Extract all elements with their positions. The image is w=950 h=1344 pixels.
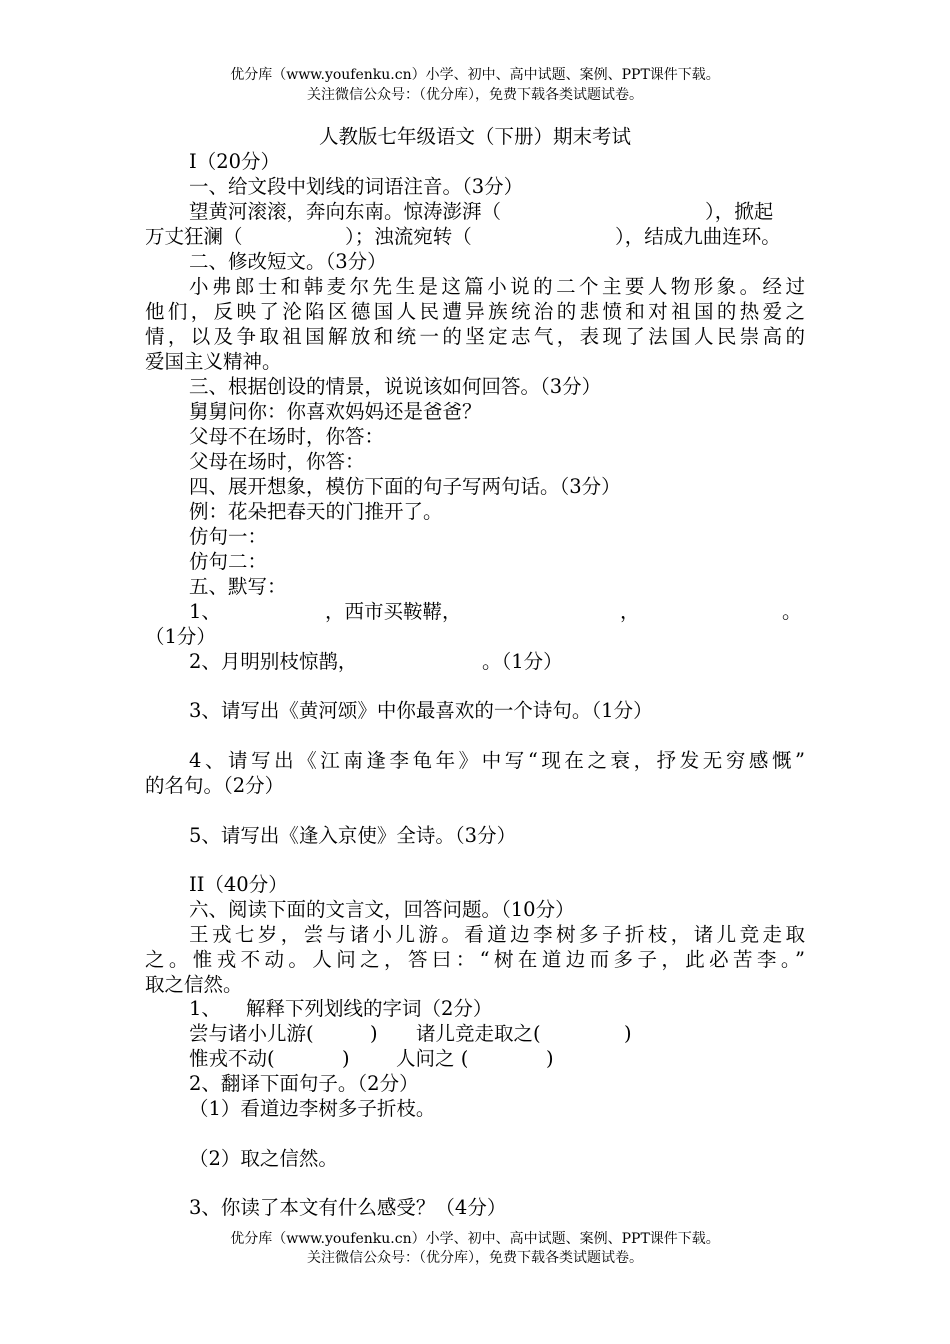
q4-imitation-2: 仿句二： bbox=[189, 550, 268, 573]
q5-heading: 五、默写： bbox=[189, 575, 287, 598]
q6-word-3: 惟戎不动( bbox=[189, 1047, 275, 1070]
q3-line-2: 父母不在场时，你答： bbox=[189, 425, 385, 448]
q5-item2-end: 。（1分） bbox=[482, 650, 563, 673]
footer-line-2: 关注微信公众号：（优分库），免费下载各类试题试卷。 bbox=[307, 1250, 643, 1266]
q2-para-line-4: 爱国主义精神。 bbox=[145, 350, 282, 373]
q6-sub2-item1: （1）看道边李树多子折枝。 bbox=[189, 1097, 436, 1120]
q5-item1-number: 1、 bbox=[189, 600, 221, 623]
q2-para-line-2: 他们，反映了沦陷区德国人民遭异族统治的悲愤和对祖国的热爱之 bbox=[145, 300, 805, 323]
q5-item2: 2、月明别枝惊鹊， bbox=[189, 650, 358, 673]
q6-word-2-close: ) bbox=[624, 1022, 632, 1045]
q5-item1-score: （1分） bbox=[145, 625, 216, 648]
q6-sub3-heading: 3、你读了本文有什么感受？（4分） bbox=[189, 1196, 507, 1219]
q2-para-line-3: 情，以及争取祖国解放和统一的坚定志气，表现了法国人民崇高的 bbox=[145, 325, 805, 348]
q6-word-4-close: ) bbox=[546, 1047, 554, 1070]
q4-example: 例：花朵把春天的门推开了。 bbox=[189, 500, 443, 523]
header-line-2: 关注微信公众号：（优分库），免费下载各类试题试卷。 bbox=[307, 87, 643, 103]
q3-line-3: 父母在场时，你答： bbox=[189, 450, 365, 473]
part1-heading: I（20分） bbox=[189, 150, 281, 173]
header-line-1: 优分库（www.youfenku.cn）小学、初中、高中试题、案例、PPT课件下载。 bbox=[230, 67, 720, 83]
q1-line2-a: 万丈狂澜（ bbox=[145, 225, 243, 248]
q6-word-1: 尝与诸小儿游( bbox=[189, 1022, 314, 1045]
q5-item4-line-1: 4、请写出《江南逢李龟年》中写“现在之衰，抒发无穷感慨” bbox=[189, 749, 805, 772]
part2-heading: II（40分） bbox=[189, 873, 288, 896]
q3-heading: 三、根据创设的情景，说说该如何回答。（3分） bbox=[189, 375, 602, 398]
q1-heading: 一、给文段中划线的词语注音。（3分） bbox=[189, 175, 524, 198]
q6-heading: 六、阅读下面的文言文，回答问题。（10分） bbox=[189, 898, 575, 921]
q5-item5: 5、请写出《逢入京使》全诗。（3分） bbox=[189, 824, 517, 847]
q5-item1-comma: ， bbox=[620, 600, 640, 623]
q1-line2-c: ），结成九曲连环。 bbox=[615, 225, 781, 248]
footer-line-1: 优分库（www.youfenku.cn）小学、初中、高中试题、案例、PPT课件下载。 bbox=[230, 1231, 720, 1247]
q5-item3: 3、请写出《黄河颂》中你最喜欢的一个诗句。（1分） bbox=[189, 699, 653, 722]
q4-imitation-1: 仿句一： bbox=[189, 525, 268, 548]
q4-heading: 四、展开想象，模仿下面的句子写两句话。（3分） bbox=[189, 475, 621, 498]
q1-line1-left: 望黄河滚滚，奔向东南。惊涛澎湃（ bbox=[189, 200, 502, 223]
q6-passage-line-2: 之。惟戎不动。人问之，答曰：“树在道边而多子，此必苦李。” bbox=[145, 948, 805, 971]
q6-sub1-text: 解释下列划线的字词（2分） bbox=[246, 997, 493, 1020]
q3-line-1: 舅舅问你：你喜欢妈妈还是爸爸？ bbox=[189, 400, 482, 423]
q6-word-1-close: ) bbox=[370, 1022, 378, 1045]
q6-word-2: 诸儿竞走取之( bbox=[416, 1022, 541, 1045]
q5-item4-line-2: 的名句。（2分） bbox=[145, 774, 285, 797]
q1-line1-right: ），掀起 bbox=[705, 200, 774, 223]
q6-sub1-number: 1、 bbox=[189, 997, 221, 1020]
q6-word-4: 人问之 ( bbox=[396, 1047, 469, 1070]
q5-item1-middle: ，西市买鞍鞯， bbox=[325, 600, 462, 623]
q6-word-3-close: ) bbox=[342, 1047, 350, 1070]
q6-sub2-heading: 2、翻译下面句子。（2分） bbox=[189, 1072, 419, 1095]
exam-title: 人教版七年级语文（下册）期末考试 bbox=[318, 125, 631, 148]
q6-passage-line-3: 取之信然。 bbox=[145, 973, 243, 996]
q5-item1-end: 。 bbox=[782, 600, 802, 623]
q6-sub2-item2: （2）取之信然。 bbox=[189, 1147, 338, 1170]
q2-heading: 二、修改短文。（3分） bbox=[189, 250, 387, 273]
q6-passage-line-1: 王戎七岁，尝与诸小儿游。看道边李树多子折枝，诸儿竞走取 bbox=[189, 923, 805, 946]
q2-para-line-1: 小弗郎士和韩麦尔先生是这篇小说的二个主要人物形象。经过 bbox=[189, 275, 805, 298]
q1-line2-b: ）；浊流宛转（ bbox=[345, 225, 472, 248]
